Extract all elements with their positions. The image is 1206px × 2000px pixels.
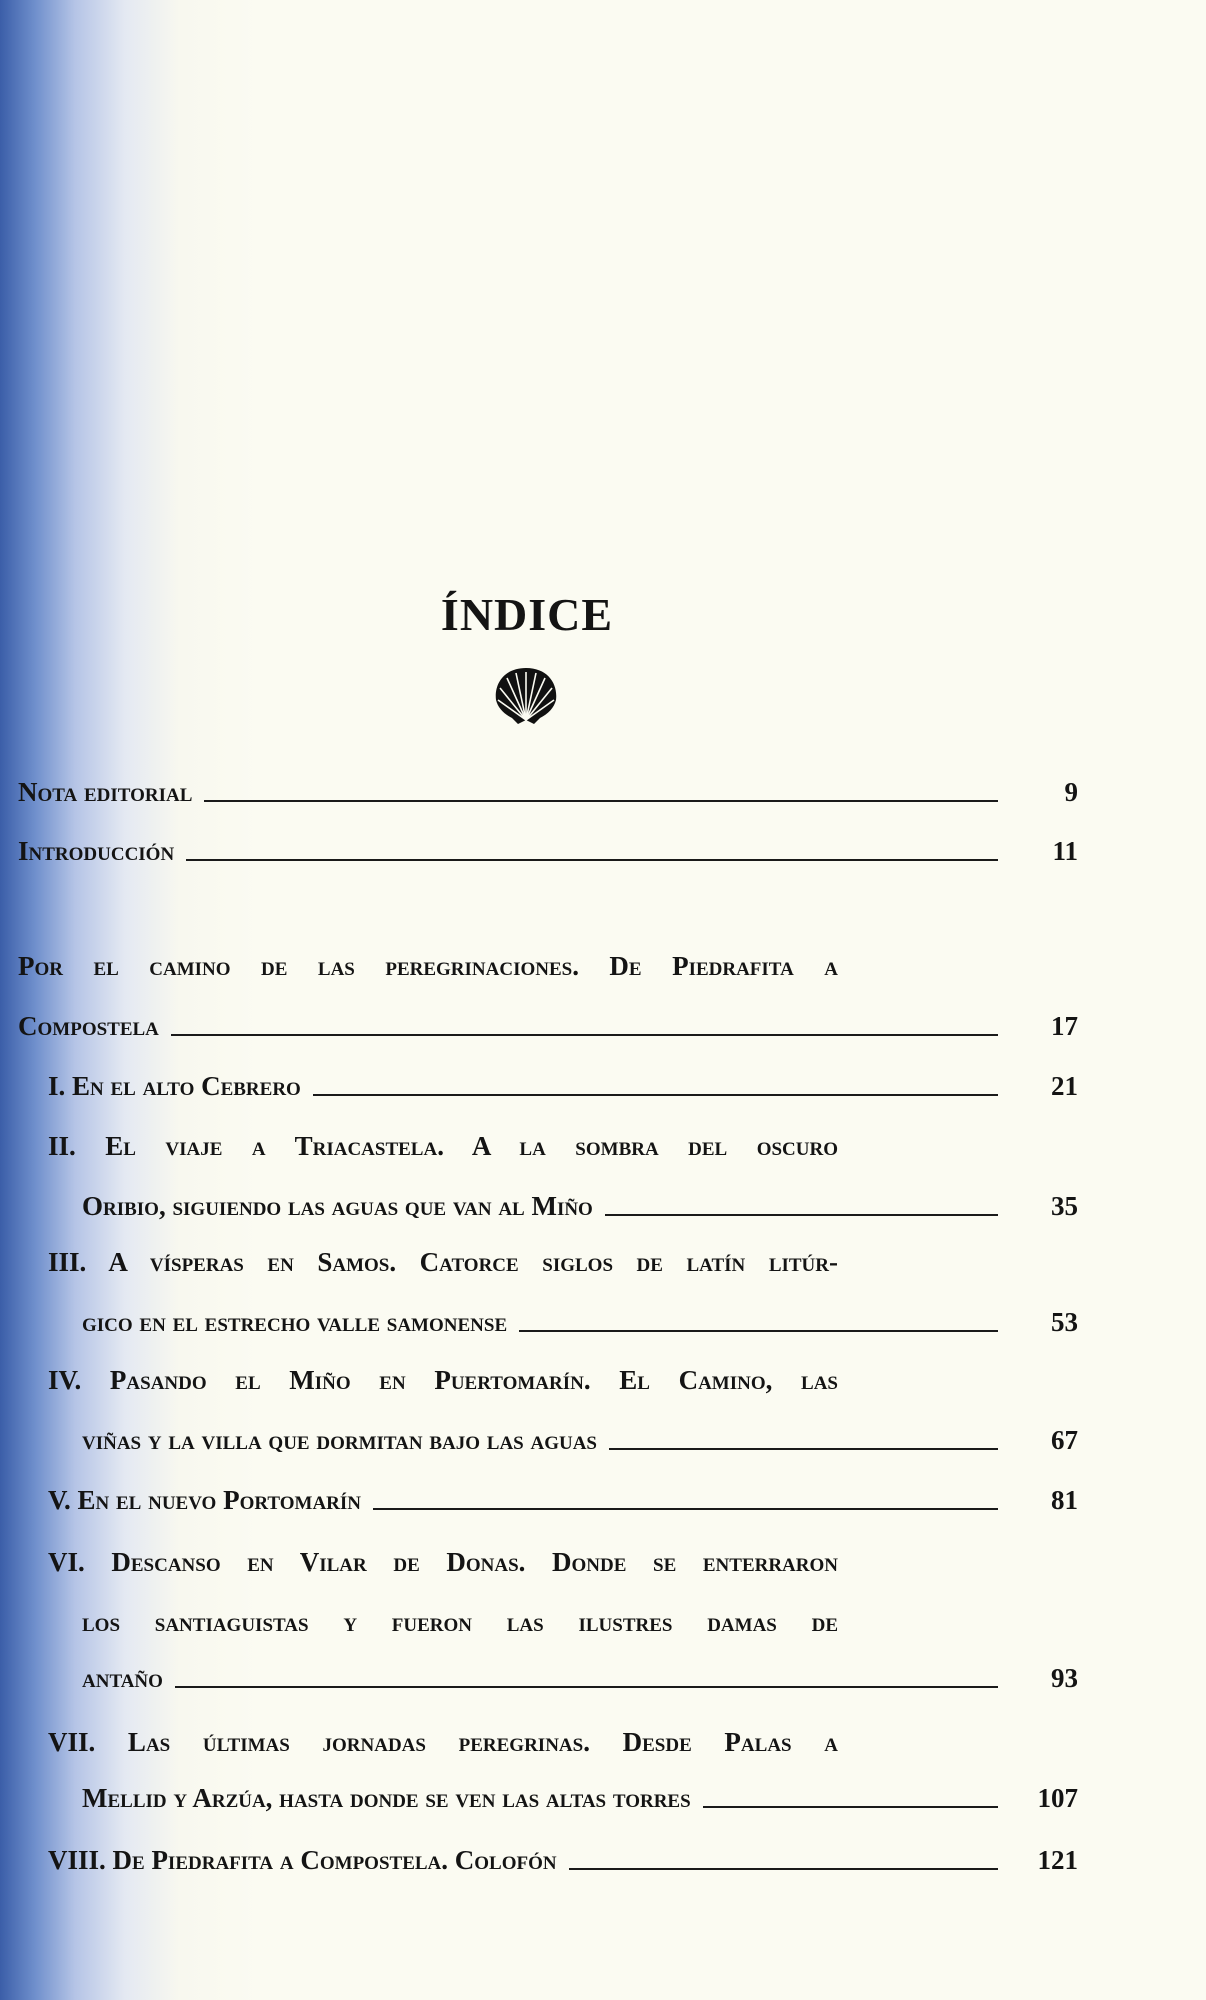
toc-entry-line — [48, 1846, 1078, 1876]
toc-entry-title: III. A vísperas en Samos. Catorce siglos de latín litúr- — [48, 1247, 838, 1277]
toc-entry-title: V. En el nuevo Portomarín — [48, 1485, 362, 1515]
toc-entry-title: gico en el estrecho valle samonense — [82, 1307, 508, 1337]
toc-entry-line — [48, 1072, 1078, 1102]
toc-leader-line — [171, 1034, 998, 1036]
toc-leader-line — [204, 800, 998, 802]
toc-entry-title: I. En el alto Cebrero — [48, 1071, 301, 1101]
toc-entry-line — [82, 1426, 1078, 1456]
toc-entry-title: II. El viaje a Triacastela. A la sombra del oscuro — [48, 1131, 838, 1161]
toc-leader-line — [519, 1330, 998, 1332]
table-of-contents — [18, 0, 1078, 2000]
toc-entry-line — [82, 1308, 1078, 1338]
toc-page-number: 93 — [1051, 1663, 1078, 1693]
toc-page-number: 107 — [1037, 1783, 1078, 1813]
toc-entry-line — [48, 1728, 838, 1758]
toc-entry-line — [82, 1608, 838, 1638]
toc-entry-line — [18, 1012, 1078, 1042]
toc-entry-title: Mellid y Arzúa, hasta donde se ven las altas torres — [82, 1783, 691, 1813]
toc-leader-line — [569, 1868, 998, 1870]
toc-leader-line — [609, 1448, 998, 1450]
toc-entry-line — [18, 837, 1078, 867]
toc-page-number: 21 — [1051, 1071, 1078, 1101]
toc-entry-title: viñas y la villa que dormitan bajo las aguas — [82, 1425, 597, 1455]
toc-page-number: 11 — [1052, 836, 1078, 866]
toc-leader-line — [605, 1214, 998, 1216]
toc-leader-line — [373, 1508, 998, 1510]
toc-entry-line — [48, 1366, 838, 1396]
toc-entry-title: antaño — [82, 1663, 163, 1693]
toc-page-number: 17 — [1051, 1011, 1078, 1041]
toc-entry-title: IV. Pasando el Miño en Puertomarín. El Camino, las — [48, 1365, 838, 1395]
toc-leader-line — [703, 1806, 998, 1808]
toc-entry-title: los santiaguistas y fueron las ilustres damas de — [82, 1607, 838, 1637]
toc-entry-line — [18, 952, 838, 982]
toc-entry-line — [82, 1192, 1078, 1222]
toc-leader-line — [175, 1686, 998, 1688]
toc-page-number: 81 — [1051, 1485, 1078, 1515]
toc-entry-title: Oribio, siguiendo las aguas que van al Miño — [82, 1191, 593, 1221]
toc-entry-title: Nota editorial — [18, 777, 193, 807]
toc-entry-title: VIII. De Piedrafita a Compostela. Colofón — [48, 1845, 557, 1875]
toc-page-number: 9 — [1064, 777, 1078, 807]
toc-leader-line — [313, 1094, 998, 1096]
toc-entry-line — [82, 1784, 1078, 1814]
toc-entry-line — [48, 1132, 838, 1162]
toc-entry-title: Por el camino de las peregrinaciones. De Piedrafita a — [18, 951, 838, 981]
toc-entry-line — [48, 1548, 838, 1578]
toc-entry-line — [48, 1486, 1078, 1516]
toc-entry-title: VII. Las últimas jornadas peregrinas. Desde Palas a — [48, 1727, 838, 1757]
toc-entry-title: VI. Descanso en Vilar de Donas. Donde se enterraron — [48, 1547, 838, 1577]
toc-page-number: 67 — [1051, 1425, 1078, 1455]
toc-page-number: 53 — [1051, 1307, 1078, 1337]
toc-entry-line — [18, 778, 1078, 808]
toc-entry-title: Introducción — [18, 836, 175, 866]
toc-entry-line — [48, 1248, 838, 1278]
toc-page-number: 35 — [1051, 1191, 1078, 1221]
toc-entry-title: Compostela — [18, 1011, 159, 1041]
page-title: ÍNDICE — [440, 589, 614, 640]
toc-leader-line — [186, 859, 998, 861]
toc-entry-line — [82, 1664, 1078, 1694]
toc-page-number: 121 — [1037, 1845, 1078, 1875]
